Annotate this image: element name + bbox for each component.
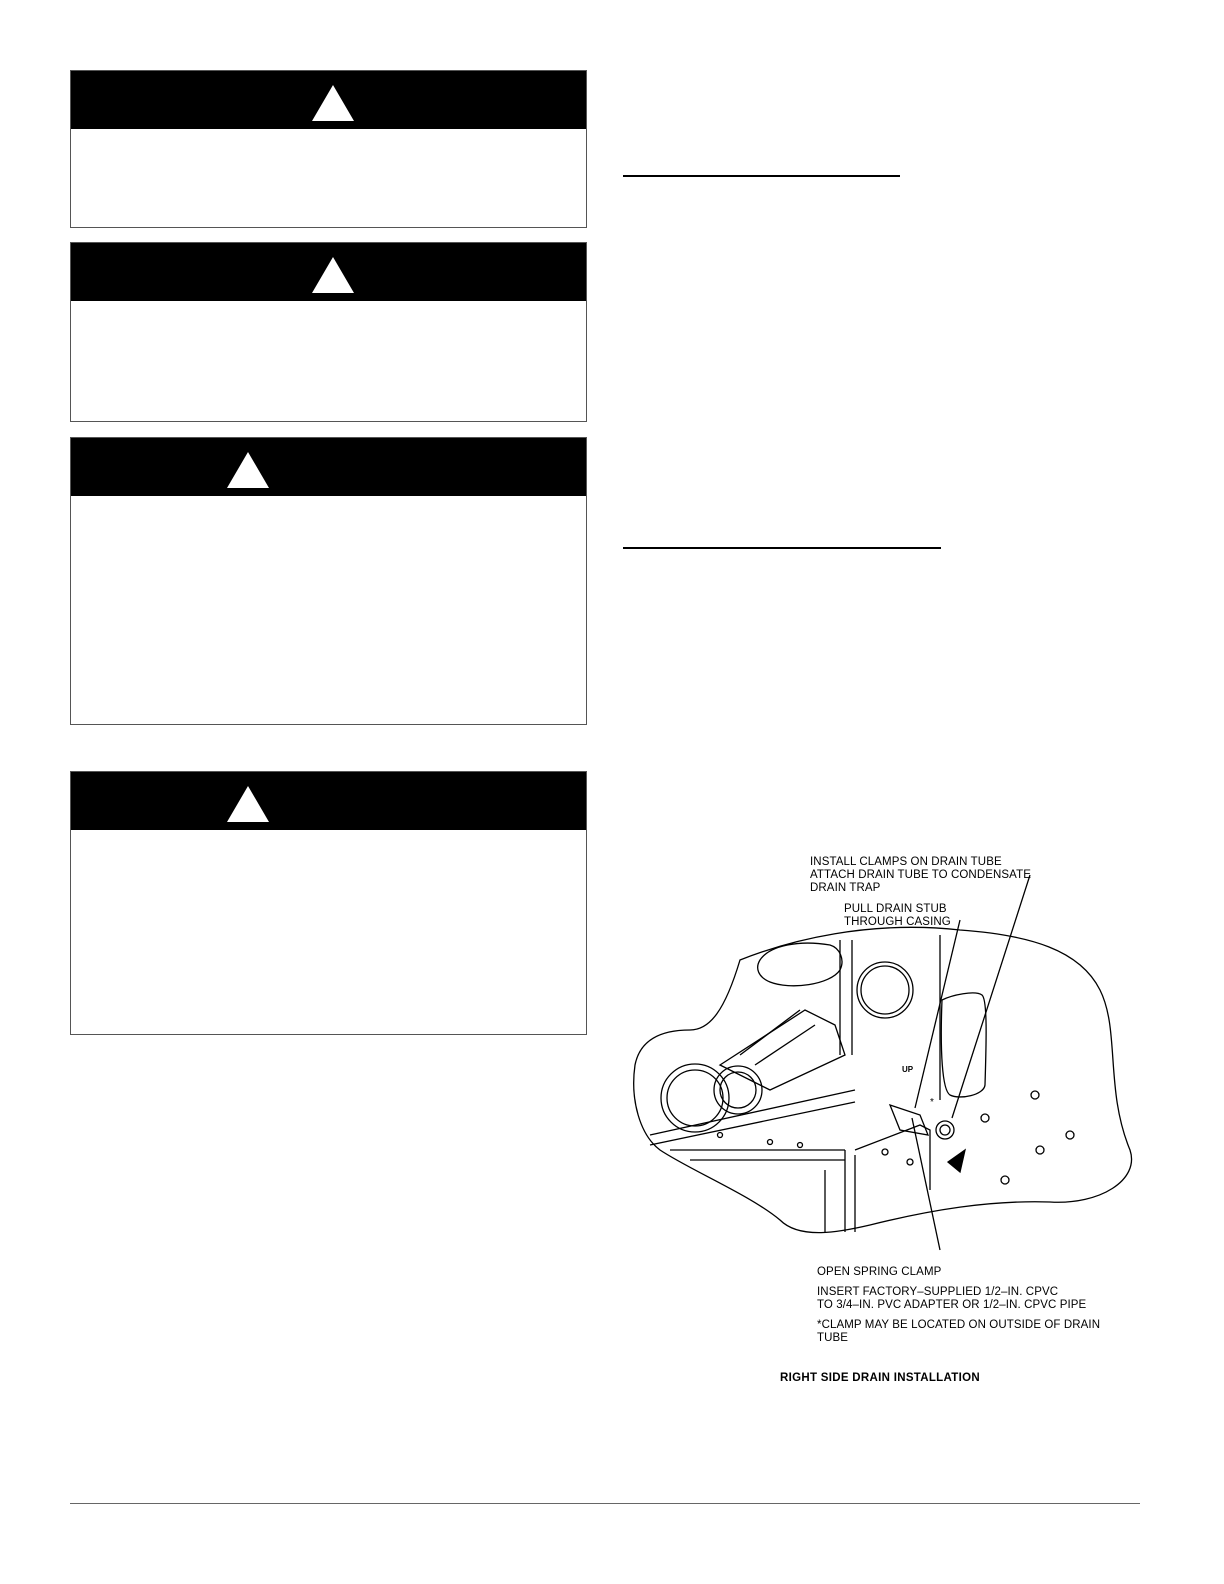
warning-header	[71, 243, 586, 301]
warning-box-1	[70, 70, 587, 228]
warning-box-3	[70, 437, 587, 725]
warning-header	[71, 71, 586, 129]
warning-triangle-icon	[312, 85, 354, 121]
warning-header	[71, 438, 586, 496]
figure-caption: RIGHT SIDE DRAIN INSTALLATION	[780, 1372, 980, 1384]
asterisk-mark: *	[930, 1097, 934, 1108]
figure-label-install-clamps: INSTALL CLAMPS ON DRAIN TUBE ATTACH DRAIN TUBE TO CONDENSATE DRAIN TRAP	[810, 856, 1031, 894]
warning-triangle-icon	[227, 452, 269, 488]
warning-header	[71, 772, 586, 830]
up-mark: UP	[902, 1065, 914, 1074]
drain-installation-figure	[630, 850, 1150, 1270]
figure-label-open-clamp: OPEN SPRING CLAMP	[817, 1266, 942, 1278]
warning-box-4	[70, 771, 587, 1035]
warning-triangle-icon	[312, 257, 354, 293]
figure-label-pull-stub: PULL DRAIN STUB THROUGH CASING	[844, 903, 951, 928]
figure-label-clamp-note: *CLAMP MAY BE LOCATED ON OUTSIDE OF DRAIN TUBE	[817, 1319, 1101, 1344]
footer-rule	[70, 1503, 1140, 1504]
warning-triangle-icon	[227, 786, 269, 822]
figure-label-insert: INSERT FACTORY–SUPPLIED 1/2–IN. CPVC TO 3/4–IN. PVC ADAPTER OR 1/2–IN. CPVC PIPE	[817, 1286, 1087, 1311]
section-heading-rule-2	[623, 547, 941, 549]
section-heading-rule-1	[623, 175, 900, 177]
warning-box-2	[70, 242, 587, 422]
